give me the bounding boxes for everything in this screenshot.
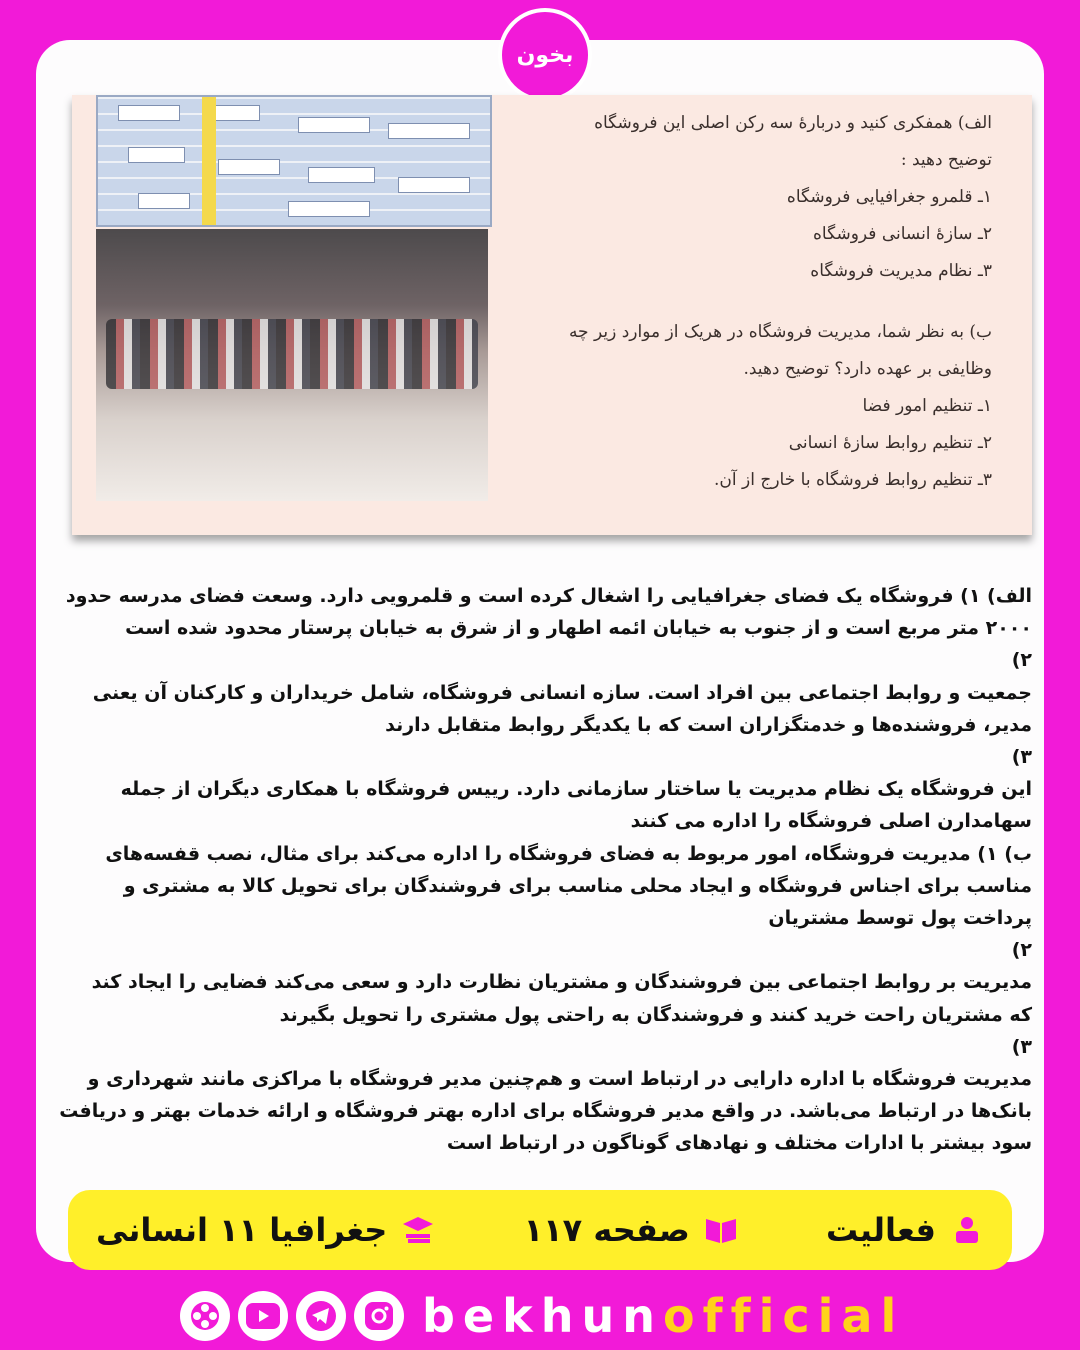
text-line: جمعیت و روابط اجتماعی بین افراد است. سازه انسانی فروشگاه، شامل خریداران و کارکنان آن یعنی [92,681,1032,704]
answer-text [48,580,1032,1160]
telegram-icon[interactable] [296,1291,346,1341]
text-line: وظایفی بر عهده دارد؟ توضیح دهید. [743,359,992,379]
instagram-icon[interactable] [354,1291,404,1341]
text-line: سود بیشتر با ادارات مختلف و نهادهای گوناگون در ارتباط است [446,1132,1032,1155]
youtube-icon[interactable] [238,1291,288,1341]
text-line: مدیر، فروشنده‌ها و خدمتگزاران است که با یکدیگر روابط متقابل دارند [385,713,1032,736]
text-line: که مشتریان راحت خرید کنند و فروشندگان به راحتی پول مشتری را تحویل بگیرند [279,1003,1032,1026]
brand-name: bekhun [422,1289,663,1343]
highlight-strip [202,97,216,225]
subject-text: جغرافیا ۱۱ انسانی [96,1211,388,1249]
social-bar [180,1288,910,1344]
text-line: ب) ۱) مدیریت فروشگاه، امور مربوط به فضای فروشگاه را اداره می‌کند برای مثال، نصب قفسه‌های [105,842,1032,865]
text-line: پرداخت پول توسط مشتریان [768,907,1032,930]
text-line: ب) به نظر شما، مدیریت فروشگاه در هریک از موارد زیر چه [568,322,992,342]
paragraph-gap [522,290,992,314]
text-line: ۲) [1011,939,1032,962]
text-line: سهامدارن اصلی فروشگاه را اداره می کنند [630,810,1032,833]
text-line: بانک‌ها در ارتباط می‌باشد. در واقع مدیر فروشگاه برای اداره بهتر فروشگاه و ارائه خدمات بهتر و دریافت [59,1100,1032,1123]
text-line: این فروشگاه یک نظام مدیریت یا ساختار سازمانی دارد. رییس فروشگاه با همکاری دیگران از جمله [120,778,1032,801]
teacher-icon [950,1215,984,1245]
page-text: صفحه ۱۱۷ [523,1211,690,1249]
text-line: ۱ـ تنظیم امور فضا [862,396,992,416]
subject-label [96,1211,435,1249]
activity-label [826,1211,984,1249]
text-line: الف) ۱) فروشگاه یک فضای جغرافیایی را اشغال کرده است و قلمرویی دارد. وسعت فضای مدرسه حدود [65,585,1032,607]
class-schedule-image [96,95,492,227]
shoppers-crowd [106,319,478,389]
text-line: ۲ـ تنظیم روابط سازهٔ انسانی [788,433,992,453]
store-interior-photo [96,229,488,501]
text-line: مدیریت بر روابط اجتماعی بین فروشندگان و مشتریان نظارت دارد و سعی می‌کند فضایی را ایجاد کند [91,971,1032,994]
text-line: الف) همفکری کنید و دربارهٔ سه رکن اصلی این فروشگاه [594,113,992,133]
bekhun-logo [498,8,592,102]
text-line: مناسب برای اجناس فروشگاه و ایجاد محلی مناسب برای فروشندگان برای تحویل کالا به مشتری و [123,874,1032,897]
logo-text: بخون [516,42,574,68]
text-line: مدیریت فروشگاه با اداره دارایی در ارتباط است و هم‌چنین مدیر فروشگاه با مراکزی مانند شهرداری و [87,1068,1032,1091]
brand-handle[interactable] [422,1289,904,1343]
text-line: ۱ـ قلمرو جغرافیایی فروشگاه [786,187,992,207]
textbook-scan [72,95,1032,535]
textbook-images [96,95,488,501]
text-line: ۳ـ نظام مدیریت فروشگاه [810,261,992,281]
textbook-question-text [522,105,992,499]
text-line: ۳) [1011,746,1032,769]
footer-info-bar [68,1190,1012,1270]
brand-suffix: official [662,1289,905,1343]
open-book-icon [704,1215,738,1245]
text-line: ۲۰۰۰ متر مربع است و از جنوب به خیابان ائمه اطهار و از شرق به خیابان پرستار محدود شده است [125,617,1032,640]
text-line: ۳) [1011,1035,1032,1058]
page-label [524,1211,738,1249]
graduation-books-icon [401,1215,435,1245]
film-reel-icon[interactable] [180,1291,230,1341]
text-line: ۲) [1011,649,1032,672]
text-line: ۲ـ سازهٔ انسانی فروشگاه [812,224,992,244]
text-line: ۳ـ تنظیم روابط فروشگاه با خارج از آن. [714,470,992,490]
activity-text: فعالیت [826,1211,936,1249]
text-line: توضیح دهید : [900,150,992,170]
